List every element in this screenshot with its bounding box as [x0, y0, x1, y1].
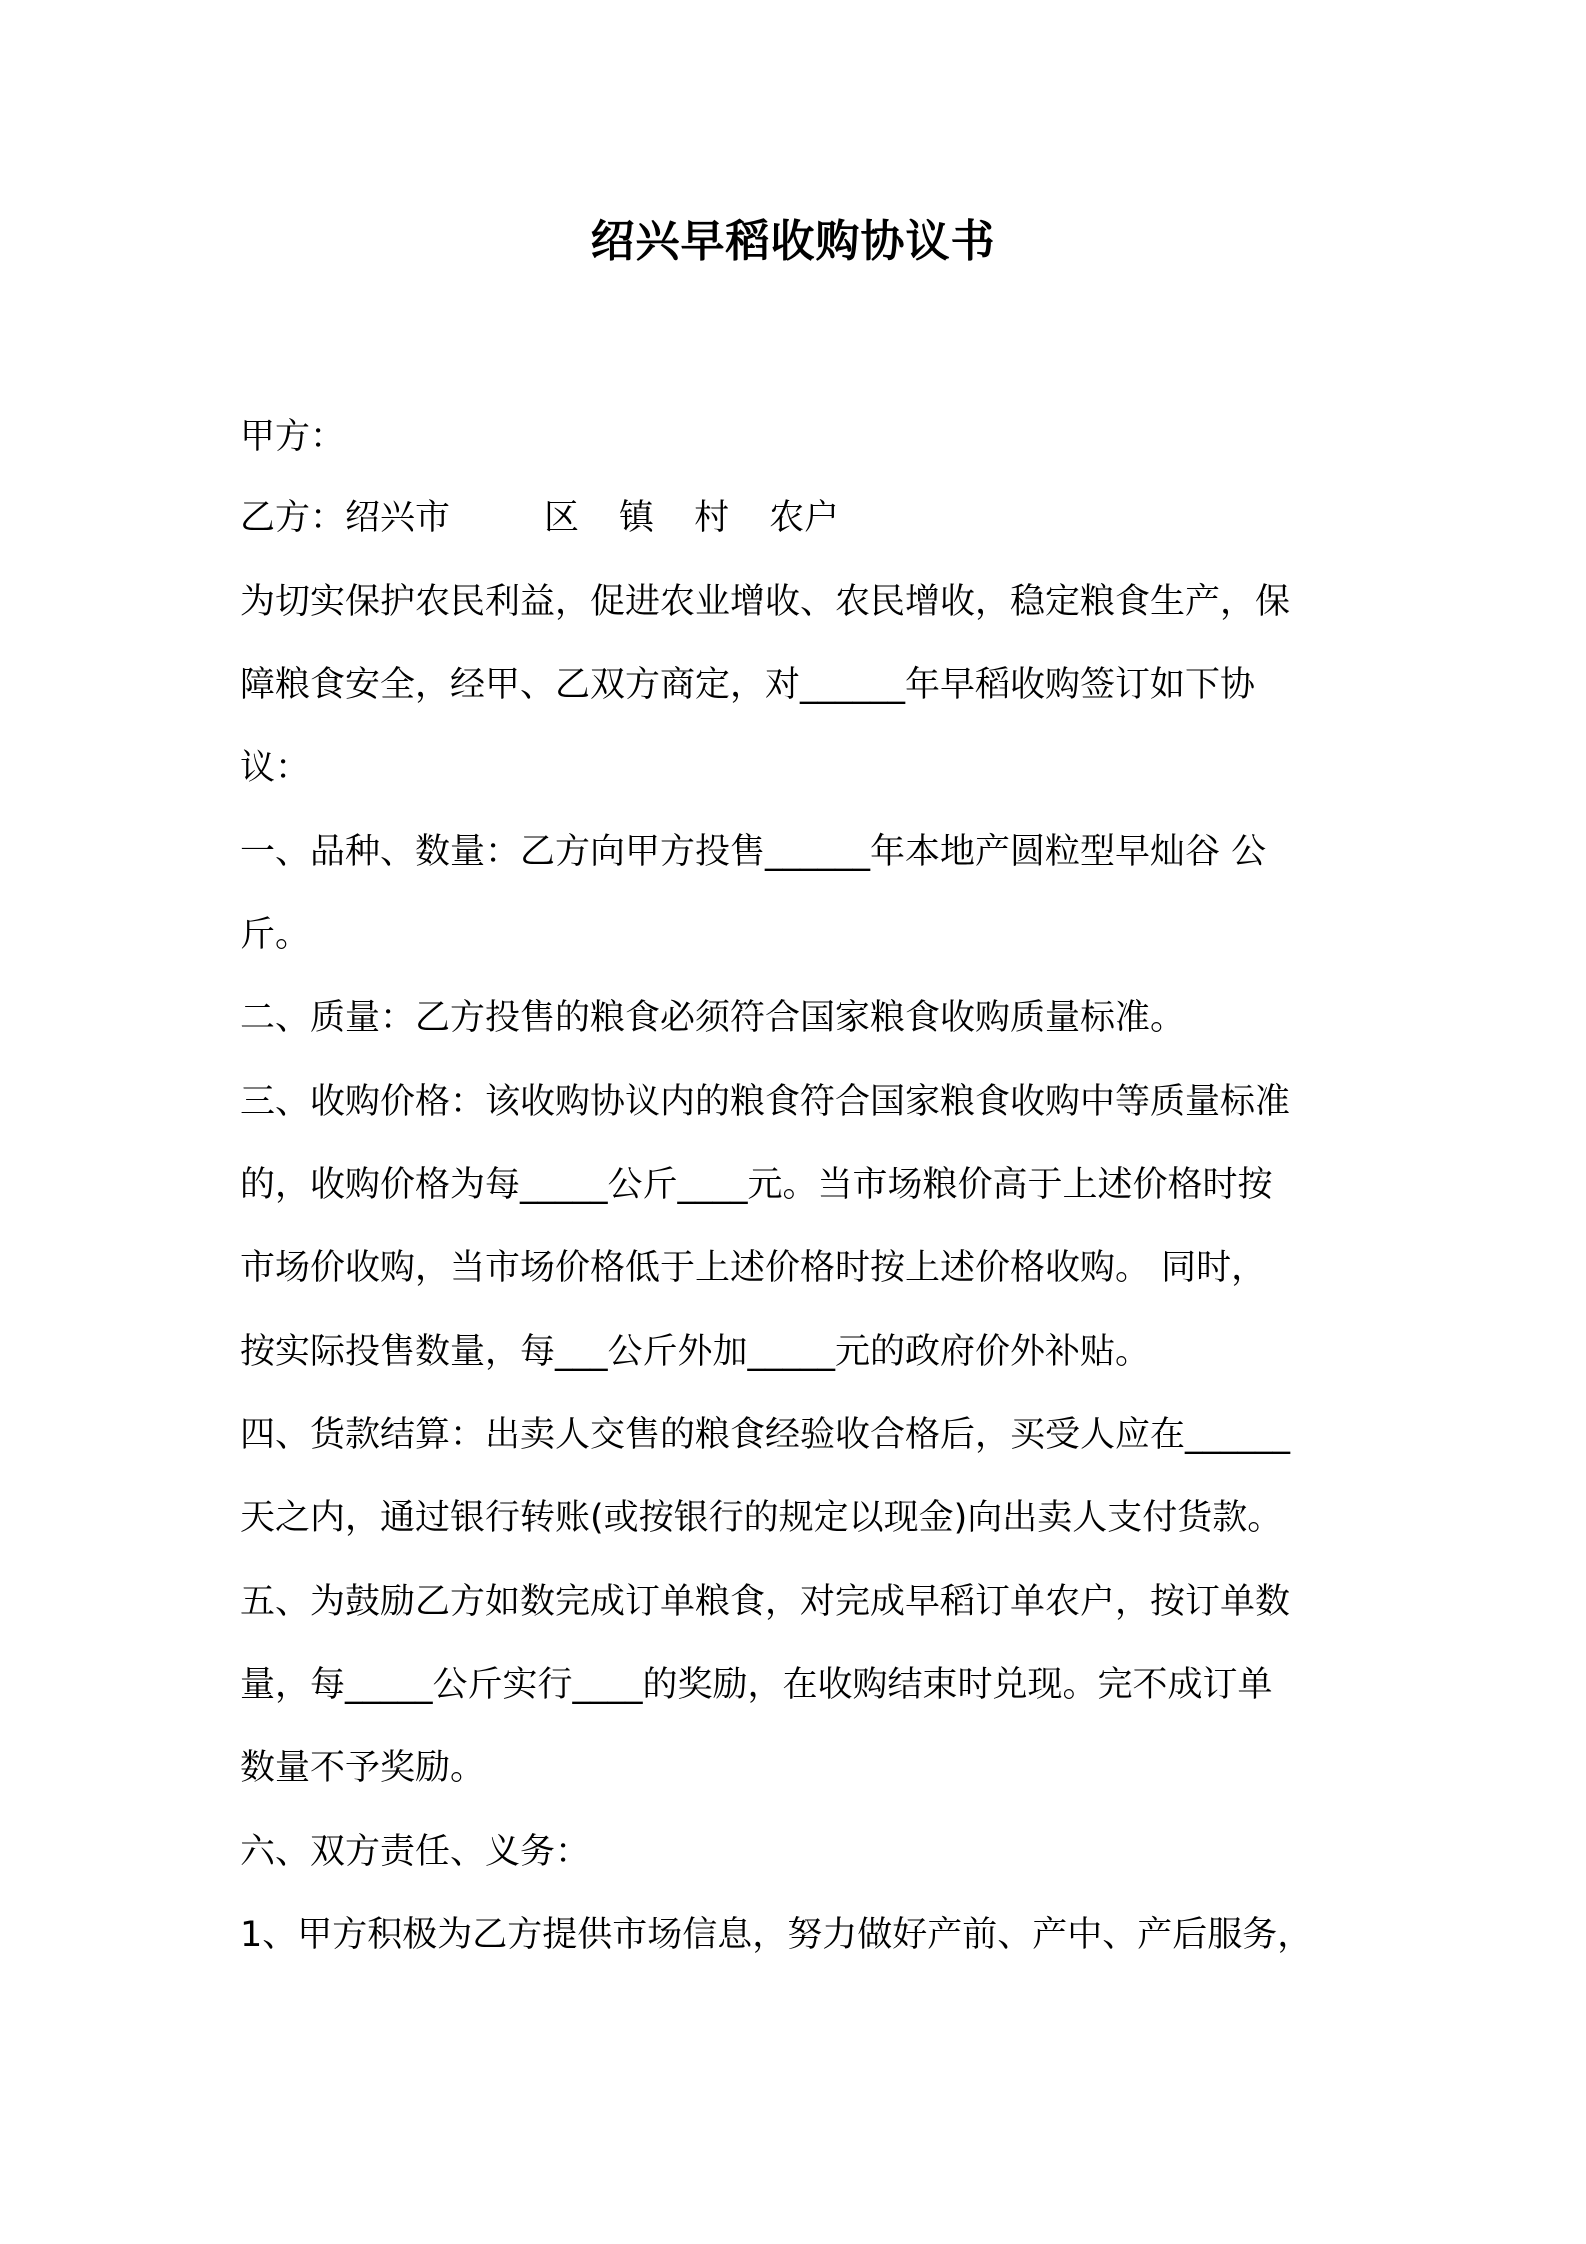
paragraph-line: 二、质量：乙方投售的粮食必须符合国家粮食收购质量标准。 [240, 998, 1186, 1038]
paragraph-line: 按实际投售数量，每___公斤外加_____元的政府价外补贴。 [240, 1332, 1151, 1372]
party-b-district: 区 [544, 498, 580, 538]
paragraph-line: 四、货款结算：出卖人交售的粮食经验收合格后，买受人应在______ [240, 1415, 1291, 1455]
party-b-farmer: 农户 [769, 498, 840, 538]
paragraph-line: 数量不予奖励。 [240, 1748, 486, 1788]
party-a-line: 甲方： [240, 417, 346, 457]
paragraph-line: 斤。 [240, 915, 311, 955]
party-b-village: 村 [694, 498, 730, 538]
paragraph-line: 的，收购价格为每_____公斤____元。当市场粮价高于上述价格时按 [240, 1165, 1273, 1205]
party-b-label: 乙方： [240, 498, 346, 538]
paragraph-line: 量，每_____公斤实行____的奖励，在收购结束时兑现。完不成订单 [240, 1665, 1273, 1705]
paragraph-line: 天之内，通过银行转账(或按银行的规定以现金)向出卖人支付货款。 [240, 1498, 1283, 1538]
party-b-town: 镇 [619, 498, 655, 538]
paragraph-line: 六、双方责任、义务： [240, 1832, 591, 1872]
party-b-city: 绍兴市 [345, 498, 451, 538]
paragraph-line: 一、品种、数量：乙方向甲方投售______年本地产圆粒型早灿谷 公 [240, 832, 1267, 872]
paragraph-line: 市场价收购，当市场价格低于上述价格时按上述价格收购。 同时， [240, 1248, 1267, 1288]
paragraph-line: 为切实保护农民利益，促进农业增收、农民增收，稳定粮食生产，保 [240, 582, 1291, 622]
paragraph-line: 1、甲方积极为乙方提供市场信息，努力做好产前、产中、产后服务， [240, 1915, 1313, 1955]
party-b-line [240, 493, 839, 543]
paragraph-line: 三、收购价格：该收购协议内的粮食符合国家粮食收购中等质量标准 [240, 1082, 1291, 1122]
document-title: 绍兴早稻收购协议书 [590, 216, 996, 267]
paragraph-line: 障粮食安全，经甲、乙双方商定，对______年早稻收购签订如下协 [240, 665, 1256, 705]
paragraph-line: 议： [240, 748, 311, 788]
paragraph-line: 五、为鼓励乙方如数完成订单粮食，对完成早稻订单农户，按订单数 [240, 1582, 1291, 1622]
